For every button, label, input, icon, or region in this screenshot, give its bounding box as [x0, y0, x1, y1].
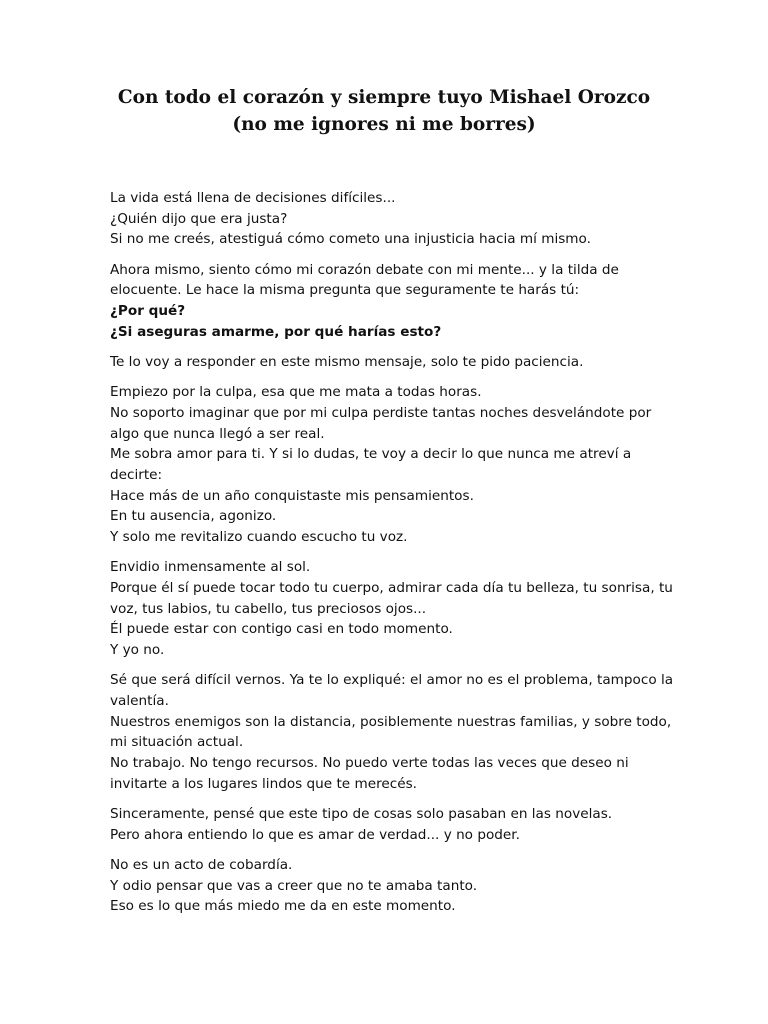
- paragraph-4: [110, 382, 666, 548]
- document-body: [110, 188, 674, 927]
- text-line: Y odio pensar que vas a creer que no te amaba tanto.: [110, 877, 478, 894]
- text-line: No es un acto de cobardía.: [110, 856, 293, 873]
- text-line: decirte:: [110, 466, 163, 483]
- text-line: elocuente. Le hace la misma pregunta que seguramente te harás tú:: [110, 282, 580, 299]
- paragraph-6: [110, 670, 674, 794]
- text-line: Nuestros enemigos son la distancia, posiblemente nuestras familias, y sobre todo,: [110, 713, 672, 730]
- text-line: algo que nunca llegó a ser real.: [110, 425, 325, 442]
- text-line: ¿Quién dijo que era justa?: [110, 210, 288, 227]
- text-line: No trabajo. No tengo recursos. No puedo verte todas las veces que deseo ni: [110, 755, 629, 772]
- text-line: No soporto imaginar que por mi culpa perdiste tantas noches desvelándote por: [110, 404, 652, 421]
- text-line: Hace más de un año conquistaste mis pensamientos.: [110, 487, 474, 504]
- text-line: Sé que será difícil vernos. Ya te lo expliqué: el amor no es el problema, tampoco la: [110, 672, 674, 689]
- text-line: Eso es lo que más miedo me da en este momento.: [110, 898, 456, 915]
- paragraph-8: [110, 855, 666, 917]
- paragraph-5: [110, 557, 673, 661]
- paragraph-2: [110, 260, 666, 343]
- text-line: invitarte a los lugares lindos que te merecés.: [110, 775, 417, 792]
- text-line: Y yo no.: [110, 642, 165, 659]
- text-line: voz, tus labios, tu cabello, tus preciosos ojos...: [110, 600, 427, 617]
- paragraph-7: [110, 804, 666, 845]
- bold-question-line: ¿Por qué?: [110, 303, 186, 320]
- text-line: Porque él sí puede tocar todo tu cuerpo, admirar cada día tu belleza, tu sonrisa, tu: [110, 579, 673, 596]
- text-line: mi situación actual.: [110, 734, 244, 751]
- text-line: Ahora mismo, siento cómo mi corazón debate con mi mente... y la tilda de: [110, 261, 619, 278]
- paragraph-3: [110, 352, 666, 373]
- text-line: Envidio inmensamente al sol.: [110, 559, 311, 576]
- text-line: Él puede estar con contigo casi en todo momento.: [110, 621, 453, 638]
- paragraph-1: [110, 188, 666, 250]
- text-line: Si no me creés, atestiguá cómo cometo una injusticia hacia mí mismo.: [110, 231, 591, 248]
- text-line: Empiezo por la culpa, esa que me mata a todas horas.: [110, 384, 482, 401]
- document-title: Con todo el corazón y siempre tuyo Mishael Orozco (no me ignores ni me borres): [117, 87, 651, 135]
- text-line: En tu ausencia, agonizo.: [110, 508, 277, 525]
- text-line: Me sobra amor para ti. Y si lo dudas, te voy a decir lo que nunca me atreví a: [110, 446, 632, 463]
- bold-question-line: ¿Si aseguras amarme, por qué harías esto?: [110, 323, 442, 340]
- text-line: Te lo voy a responder en este mismo mensaje, solo te pido paciencia.: [110, 353, 584, 370]
- text-line: Sinceramente, pensé que este tipo de cosas solo pasaban en las novelas.: [110, 805, 613, 822]
- text-line: Y solo me revitalizo cuando escucho tu voz.: [110, 529, 408, 546]
- text-line: valentía.: [110, 692, 169, 709]
- text-line: Pero ahora entiendo lo que es amar de verdad... y no poder.: [110, 826, 520, 843]
- text-line: La vida está llena de decisiones difíciles...: [110, 190, 396, 206]
